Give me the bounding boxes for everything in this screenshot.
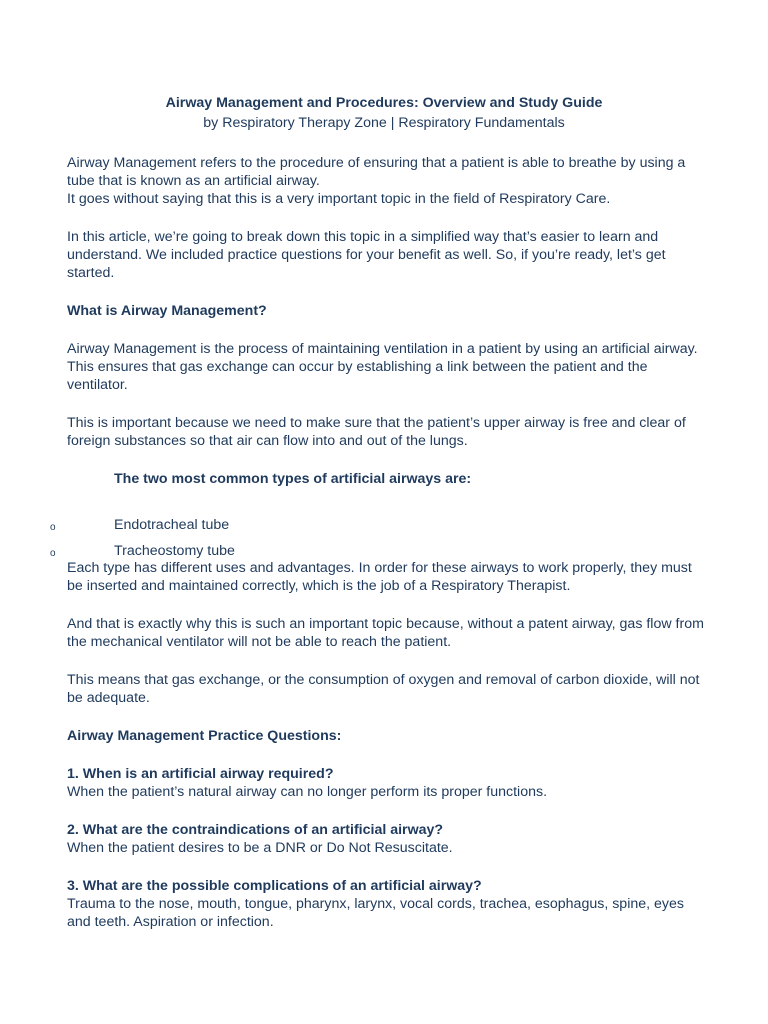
- answer-text: When the patient’s natural airway can no longer perform its proper functions.: [67, 784, 548, 800]
- list-item: [50, 516, 707, 542]
- title-block: [0, 94, 768, 132]
- section-heading: What is Airway Management?: [67, 303, 267, 319]
- question-text: 1. When is an artificial airway required?: [67, 766, 334, 782]
- intro-text-2: It goes without saying that this is a very important topic in the field of Respiratory Care.: [67, 191, 611, 207]
- section-paragraph-5: This means that gas exchange, or the consumption of oxygen and removal of carbon dioxide, will not be adequate.: [67, 672, 700, 706]
- intro-text-1: Airway Management refers to the procedure of ensuring that a patient is able to breathe by using a tube that is known as an artificial airway.: [67, 155, 686, 189]
- answer-text: Trauma to the nose, mouth, tongue, pharynx, larynx, vocal cords, trachea, esophagus, spine, eyes and teeth. Aspiration or infection.: [67, 896, 684, 930]
- intro-paragraph-1: [67, 154, 707, 208]
- question-block: [67, 821, 707, 857]
- section-paragraph-4: And that is exactly why this is such an important topic because, without a patent airway, gas flow from the mechanical ventilator will not be able to reach the patient.: [67, 616, 704, 650]
- section-paragraph-3: Each type has different uses and advantages. In order for these airways to work properly, they must be inserted and maintained correctly, which is the job of a Respiratory Therapist.: [67, 560, 692, 594]
- document-byline: by Respiratory Therapy Zone | Respiratory Fundamentals: [203, 115, 565, 131]
- document-title: Airway Management and Procedures: Overview and Study Guide: [165, 95, 603, 111]
- question-text: 2. What are the contraindications of an artificial airway?: [67, 822, 444, 838]
- list-item-text: Endotracheal tube: [114, 517, 230, 533]
- practice-heading: Airway Management Practice Questions:: [67, 728, 342, 744]
- answer-text: When the patient desires to be a DNR or Do Not Resuscitate.: [67, 840, 453, 856]
- question-block: [67, 765, 707, 801]
- bullet-marker: o: [50, 548, 56, 559]
- list-item-text: Tracheostomy tube: [114, 543, 235, 559]
- question-text: 3. What are the possible complications of an artificial airway?: [67, 878, 482, 894]
- question-block: [67, 877, 707, 931]
- document-body: [50, 154, 707, 951]
- section-paragraph-2: This is important because we need to make sure that the patient’s upper airway is free and clear of foreign substances so that air can flow into and out of the lungs.: [67, 415, 686, 449]
- bullet-marker: o: [50, 522, 56, 533]
- intro-paragraph-2: In this article, we’re going to break down this topic in a simplified way that’s easier to learn and understand. We included practice questions for your benefit as well. So, if you’re ready, let’s get started.: [67, 229, 666, 281]
- list-item: [50, 542, 707, 559]
- airway-types-heading: The two most common types of artificial airways are:: [114, 471, 472, 487]
- airway-types-list: [50, 516, 707, 559]
- section-paragraph-1: Airway Management is the process of maintaining ventilation in a patient by using an artificial airway. This ensures that gas exchange can occur by establishing a link between the patient and the ventilator.: [67, 341, 698, 393]
